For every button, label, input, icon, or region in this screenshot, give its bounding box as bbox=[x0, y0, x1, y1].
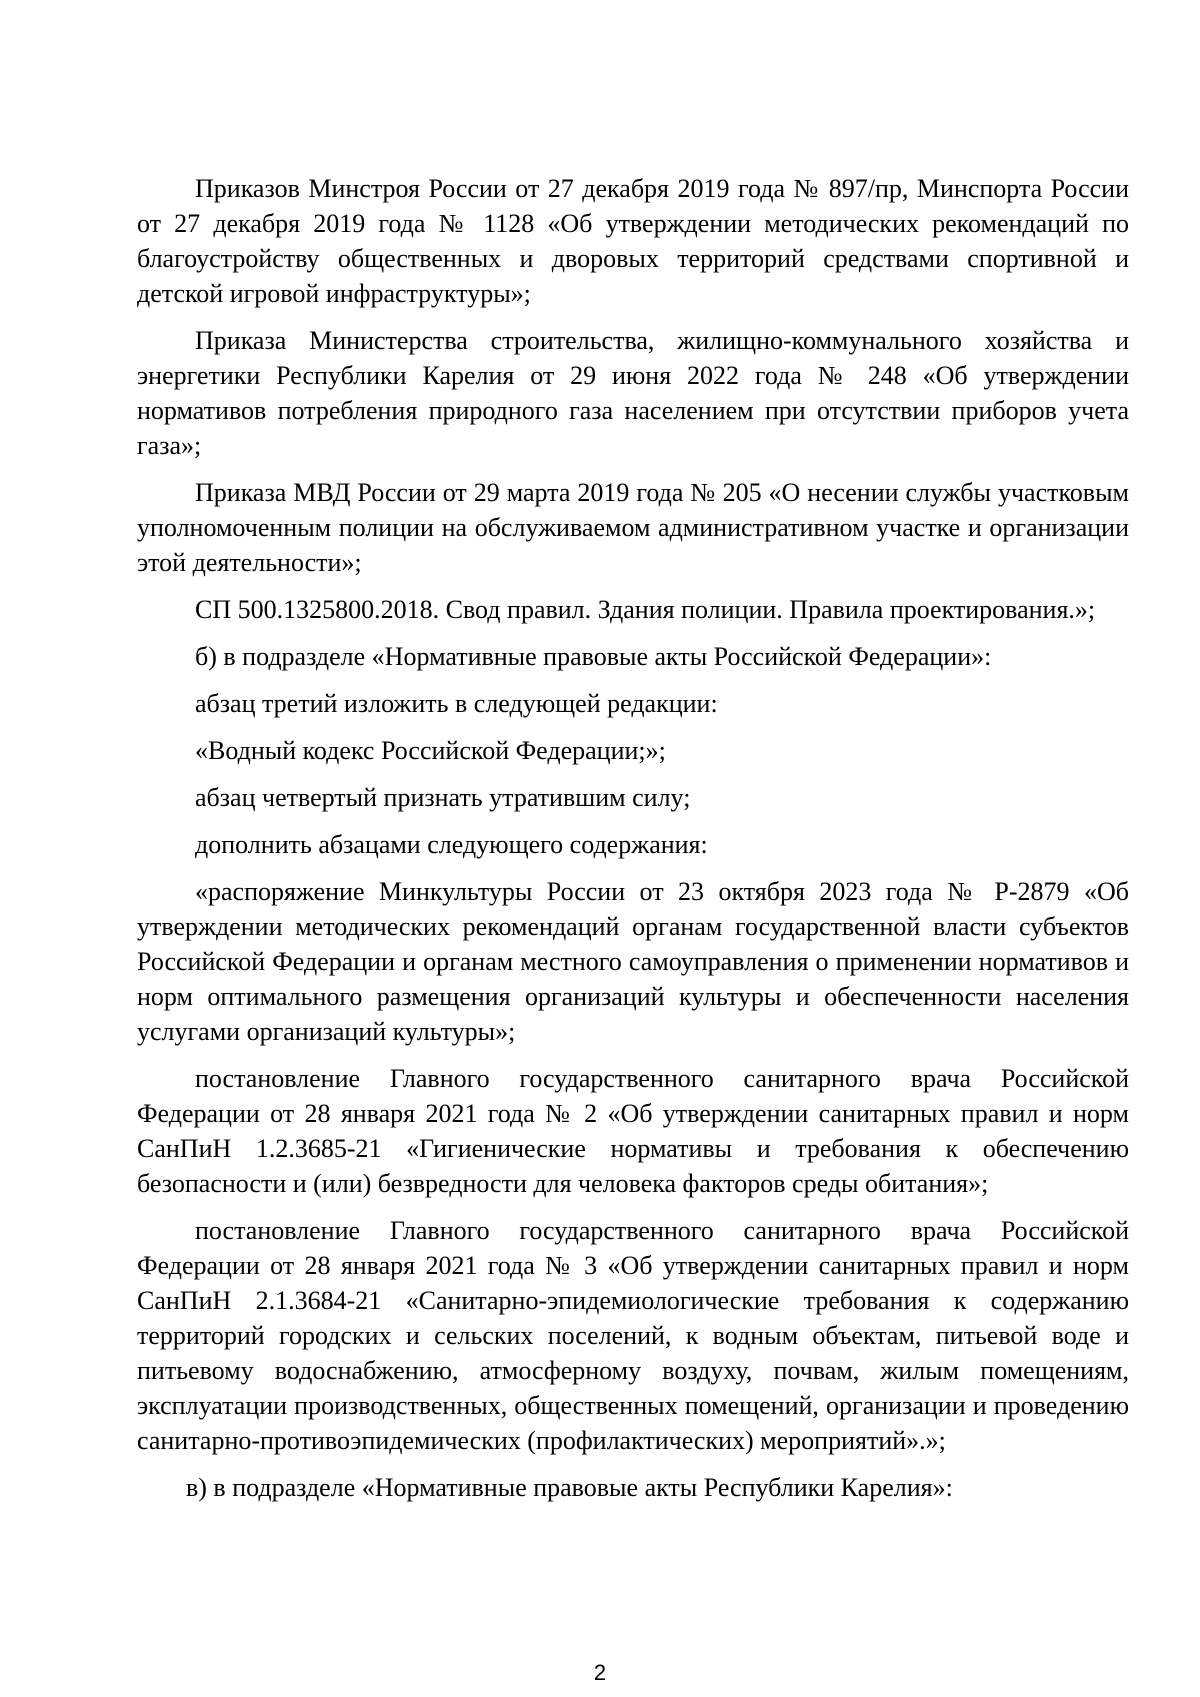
paragraph-karelia-ministry-order: Приказа Министерства строительства, жилищно-коммунального хозяйства и энергетики Республики Карелия от 29 июня 2022 года № 248 «Об утверждении нормативов потребления природного газа населением при отсутствии приборов учета газа»; bbox=[137, 326, 1129, 460]
page-number: 2 bbox=[593, 1660, 607, 1685]
paragraph-water-code: «Водный кодекс Российской Федерации;»; bbox=[195, 736, 666, 765]
paragraph-subsection-b: б) в подразделе «Нормативные правовые акты Российской Федерации»: bbox=[195, 642, 992, 671]
paragraph-mvd-order: Приказа МВД России от 29 марта 2019 года № 205 «О несении службы участковым уполномоченным полиции на обслуживаемом административном участке и организации этой деятельности»; bbox=[137, 478, 1129, 577]
paragraph-minstroy-order: Приказов Минстроя России от 27 декабря 2019 года № 897/пр, Минспорта России от 27 декабря 2019 года № 1128 «Об утверждении методических рекомендаций по благоустройству общественных и дворовых территорий средствами спортивной и детской игровой инфраструктуры»; bbox=[137, 174, 1129, 308]
paragraph-subsection-v: в) в подразделе «Нормативные правовые акты Республики Карелия»: bbox=[186, 1473, 953, 1502]
paragraph-fourth-void: абзац четвертый признать утратившим силу; bbox=[195, 783, 691, 812]
paragraph-add-paragraphs: дополнить абзацами следующего содержания: bbox=[195, 830, 708, 859]
paragraph-sanpin-1-2: постановление Главного государственного санитарного врача Российской Федерации от 28 января 2021 года № 2 «Об утверждении санитарных правил и норм СанПиН 1.2.3685-21 «Гигиенические нормативы и требования к обеспечению безопасности и (или) безвредности для человека факторов среды обитания»; bbox=[137, 1064, 1129, 1198]
paragraph-sanpin-2-1: постановление Главного государственного санитарного врача Российской Федерации от 28 января 2021 года № 3 «Об утверждении санитарных правил и норм СанПиН 2.1.3684-21 «Санитарно-эпидемиологические требования к содержанию территорий городских и сельских поселений, к водным объектам, питьевой воде и питьевому водоснабжению, атмосферному воздуху, почвам, жилым помещениям, эксплуатации производственных, общественных помещений, организации и проведению санитарно-противоэпидемических (профилактических) мероприятий».»; bbox=[137, 1216, 1129, 1455]
document-body bbox=[137, 171, 1129, 1517]
paragraph-minkultury-order: «распоряжение Минкультуры России от 23 октября 2023 года № Р-2879 «Об утверждении методических рекомендаций органам государственной власти субъектов Российской Федерации и органам местного самоуправления о применении нормативов и норм оптимального размещения организаций культуры и обеспеченности населения услугами организаций культуры»; bbox=[137, 877, 1129, 1046]
paragraph-sp-rules: СП 500.1325800.2018. Свод правил. Здания полиции. Правила проектирования.»; bbox=[195, 595, 1096, 624]
paragraph-third-paragraph-edit: абзац третий изложить в следующей редакции: bbox=[195, 689, 718, 718]
